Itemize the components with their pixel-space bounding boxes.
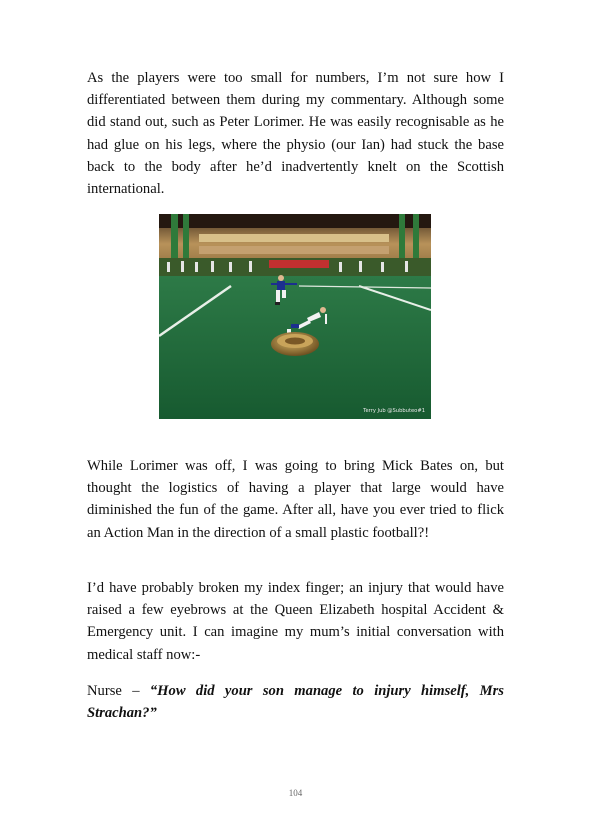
photo-credit: Terry Jub @Subbuteo#1 xyxy=(363,408,425,414)
nurse-quote: “How did your son manage to injury himself, Mrs Strachan?” xyxy=(87,683,504,722)
paragraph-index-finger: I’d have probably broken my index finger; an injury that would have raised a few eyebrows at the Queen Elizabeth hospital Accident & Emergency unit. I can imagine my mum’s initial conversation with medical staff now:- xyxy=(87,580,504,663)
paragraph-nurse-quote xyxy=(87,680,504,724)
subbuteo-photo xyxy=(159,214,431,419)
page-number: 104 xyxy=(288,788,303,798)
subbuteo-scene-image xyxy=(159,214,431,419)
subbuteo-base xyxy=(271,332,319,356)
paragraph-mick-bates: While Lorimer was off, I was going to bring Mick Bates on, but thought the logistics of having a player that large would have diminished the fun of the game. After all, have you ever tried to flick an Action Man in the direction of a small plastic football?! xyxy=(87,458,504,541)
paragraph-lorimer-glue: As the players were too small for numbers, I’m not sure how I differentiated between them during my commentary. Although some did stand out, such as Peter Lorimer. He was easily recognisable as he had glue on his legs, where the physio (our Ian) had stuck the base back to the body after he’d inadvertently knelt on the Scottish international. xyxy=(87,70,504,198)
speaker-label: Nurse – xyxy=(87,683,150,699)
